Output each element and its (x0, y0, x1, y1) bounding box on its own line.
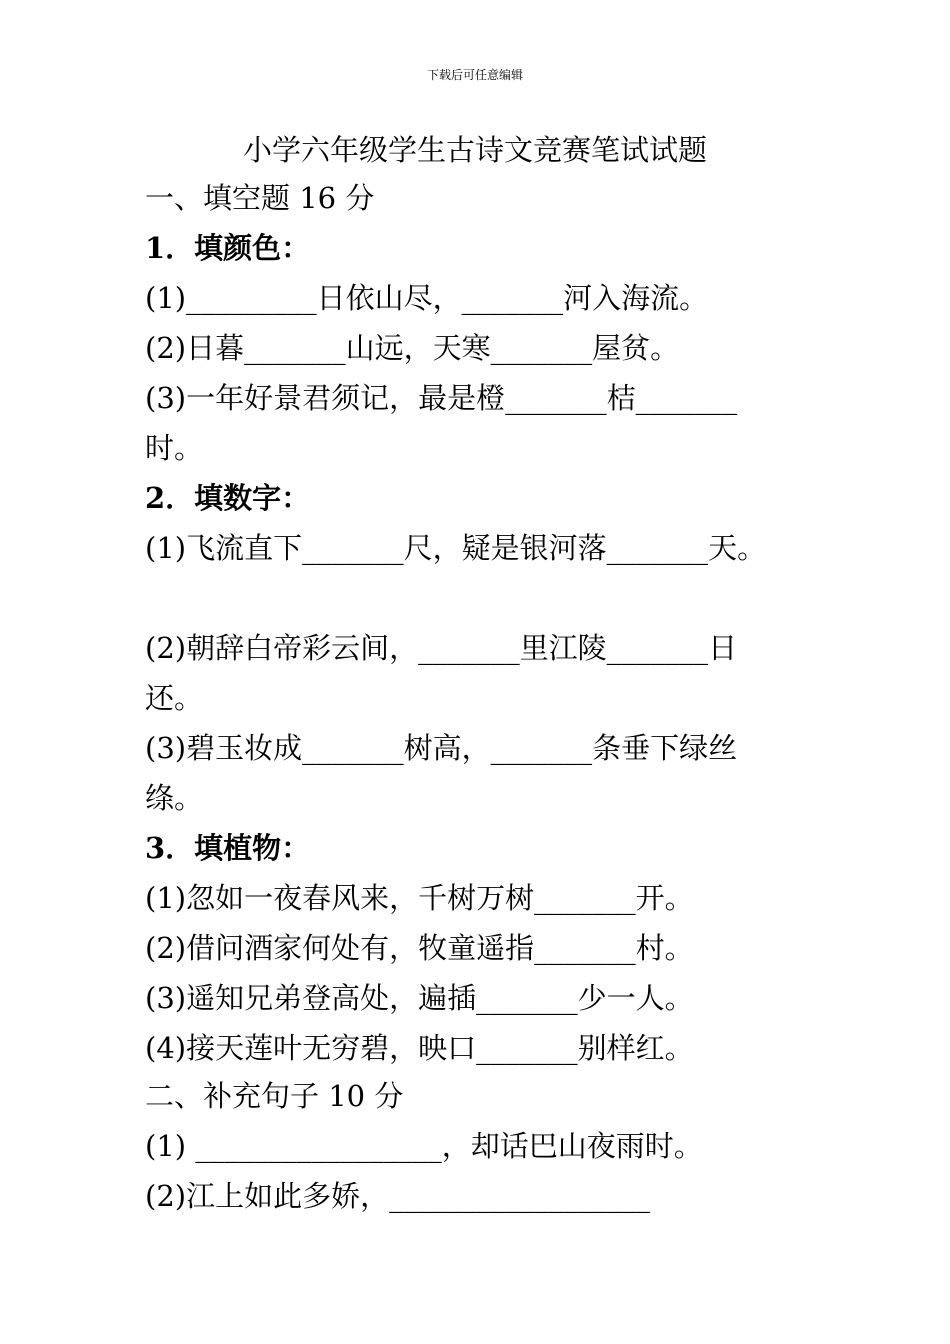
section-heading-complete-sentences: 二、补充句子 10 分 (145, 1079, 404, 1113)
question-line-continuation: 绦。 (145, 781, 204, 815)
question-line: (3)遥知兄弟登高处，遍插_______少一人。 (145, 981, 694, 1015)
subsection-colors: 1．填颜色： (145, 231, 311, 265)
question-line: (1) _________________，却话巴山夜雨时。 (145, 1129, 703, 1163)
question-line: (1)忽如一夜春风来，千树万树_______开。 (145, 881, 694, 915)
header-note: 下载后可任意编辑 (426, 68, 523, 82)
question-line-continuation: 还。 (145, 681, 204, 715)
question-line: (2)日暮_______山远，天寒_______屋贫。 (145, 331, 680, 365)
question-line-continuation: 时。 (145, 431, 204, 465)
subsection-plants: 3．填植物： (145, 831, 311, 865)
question-line: (3)一年好景君须记，最是橙_______桔_______ (145, 381, 738, 415)
question-line: (2)朝辞白帝彩云间，_______里江陵_______日 (145, 631, 738, 665)
question-line: (3)碧玉妆成_______树高，_______条垂下绿丝 (145, 731, 738, 765)
question-line: (1)_________日依山尽，_______河入海流。 (145, 281, 709, 315)
subsection-numbers: 2．填数字： (145, 481, 311, 515)
question-line: (1)飞流直下_______尺，疑是银河落_______天。 (145, 531, 767, 565)
question-line: (2)江上如此多娇，__________________ (145, 1179, 651, 1213)
section-heading-fill-in: 一、填空题 16 分 (145, 181, 375, 215)
document-title: 小学六年级学生古诗文竞赛笔试试题 (242, 133, 707, 167)
question-line: (4)接天莲叶无穷碧，映口_______别样红。 (145, 1031, 694, 1065)
question-line: (2)借问酒家何处有，牧童遥指_______村。 (145, 931, 694, 965)
